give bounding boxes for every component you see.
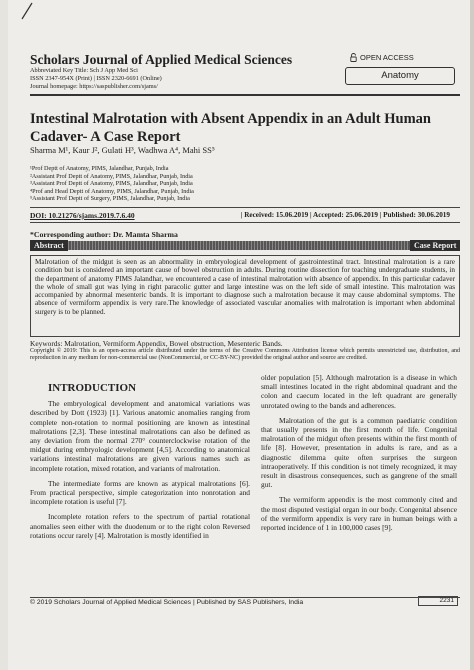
page-number: 2231 — [418, 596, 458, 606]
page-edge — [470, 0, 474, 670]
journal-issn: ISSN 2347-954X (Print) | ISSN 2320-6691 (Online) — [30, 75, 162, 82]
journal-title: Scholars Journal of Applied Medical Sciences — [30, 52, 293, 67]
affiliation-2: ²Assistant Prof Deptt of Anatomy, PIMS, Jalandhar, Punjab, India — [30, 172, 193, 180]
affiliation-4: ⁴Prof and Head Deptt of Anatomy, PIMS, Jalandhar, Punjab, India — [30, 187, 194, 195]
body-paragraph: older population [5]. Although malrotation is a disease in which small intestines located in the right abdominal quadrant and the colon and caecum located in the left quadrant are generally unrotated owing to the bands and adherences. — [261, 373, 457, 410]
open-access-badge — [350, 53, 414, 62]
article-type-label: Case Report — [410, 240, 460, 251]
body-paragraph: The intermediate forms are known as atypical malrotations [6]. From practical perspective, simple categorization into nonrotation and incomplete rotation is useful [7]. — [30, 478, 250, 507]
right-column — [261, 373, 457, 538]
author-list: Sharma M¹, Kaur J², Gulati H³, Wadhwa A⁴, Mahi SS⁵ — [30, 145, 215, 155]
footer-text: © 2019 Scholars Journal of Applied Medical Sciences | Published by SAS Publishers, India — [30, 599, 304, 606]
doi-bottom-rule — [30, 222, 460, 223]
subject-box: Anatomy — [345, 67, 455, 85]
affiliation-3: ³Assistant Prof Deptt of Anatomy, PIMS, Jalandhar, Punjab, India — [30, 180, 193, 188]
left-column — [30, 384, 250, 546]
doi-top-rule — [30, 207, 460, 208]
pen-mark-icon — [20, 2, 34, 20]
open-access-label: OPEN ACCESS — [360, 53, 414, 62]
copyright-notice: Copyright © 2019: This is an open-access article distributed under the terms of the Creative Commons Attribution license which permits unrestricted use, distribution, and reproduction in any medium for non-commercial use (NonCommercial, or CC-BY-NC) provided the original author and source are credited. — [30, 348, 460, 361]
paper-page — [8, 0, 470, 670]
footer-rule — [30, 597, 460, 598]
journal-homepage-link[interactable]: Journal homepage: https://saspublisher.com/sjams/ — [30, 83, 158, 90]
affiliation-1: ¹Prof Deptt of Anatomy, PIMS, Jalandhar, Punjab, India — [30, 165, 169, 172]
open-lock-icon — [350, 53, 357, 62]
abstract-banner — [30, 241, 458, 250]
keywords: Keywords: Malrotation, Vermiform Appendix, Bowel obstruction, Mesenteric Bands. — [30, 339, 283, 348]
body-paragraph: The vermiform appendix is the most commonly cited and the most disputed vestigial organ in our body. Congenital absence of the vermiform appendix is very rare in human beings with a reported incidence of 1 in 100,000 cases [9]. — [261, 495, 457, 533]
body-paragraph: The embryological development and anatomical variations was described by Dott (1923) [1]. Various anatomic anomalies ranging from complete non-rotation to normal positioning are known as intestinal malrotations [2,3]. These intestinal malrotations can also be defined as any deviation from the normal 270° counterclockwise rotation of the midgut during embryologic development [4,5]. According to anatomical variations intestinal malrotations are given various names such as incomplete rotation, mixed rotation, and variants of malrotation. — [30, 399, 250, 473]
body-paragraph: Incomplete rotation refers to the spectrum of partial rotational anomalies seen either with the duodenum or to the right colon Reversed rotations occur rarely [4]. Malrotation is mostly identified in — [30, 512, 250, 540]
affiliations — [30, 165, 194, 203]
doi-link[interactable]: DOI: 10.21276/sjams.2019.7.6.40 — [30, 211, 135, 220]
journal-abbrev: Abbreviated Key Title: Sch J App Med Sci — [30, 67, 138, 74]
corresponding-author: *Corresponding author: Dr. Mamta Sharma — [30, 230, 178, 239]
header-rule — [30, 94, 460, 96]
abstract-label: Abstract — [30, 240, 68, 251]
abstract-text: Malrotation of the midgut is seen as an abnormality in embryological development of gastrointestinal tract. Intestinal malrotation is a rare condition but is considered an important cause of bowel obstruction in adults. During routine dissection for teaching undergraduate students, in the department of anatomy PIMS Jalandhar, we encountered a case of intestinal malrotation with absence of appendix. In this particular cadaver the whole of small gut was lying in right paracolic gutter and large intestine was on the left side of small intestine. This malrotation was accompanied by abnormal mesenteric bands. It is important to diagnose such a malrotation because it may cause abdominal symptoms. The absence of vermiform appendix is very rare.The knowledge of associated vascular anomalies with malrotation is important when abdominal surgery is to be planned. — [30, 255, 460, 337]
article-title: Intestinal Malrotation with Absent Appendix in an Adult Human Cadaver- A Case Report — [30, 111, 431, 145]
publication-dates: | Received: 15.06.2019 | Accepted: 25.06.2019 | Published: 30.06.2019 — [240, 211, 450, 219]
introduction-heading: INTRODUCTION — [48, 382, 137, 394]
body-paragraph: Malrotation of the gut is a common paediatric condition that usually presents in the first month of life. Congenital malrotation of the midgut often presents within the first month of life [8]. However, presentation in adults is rare, and as a diagnostic dilemma quite often surprises the surgeon intraoperatively. If this condition is not timely recognized, it may result in disastrous consequences, such as gangrene of the small gut. — [261, 415, 457, 490]
affiliation-5: ⁵Assistant Prof Deptt of Surgery, PIMS, Jalandhar, Punjab, India — [30, 195, 190, 203]
